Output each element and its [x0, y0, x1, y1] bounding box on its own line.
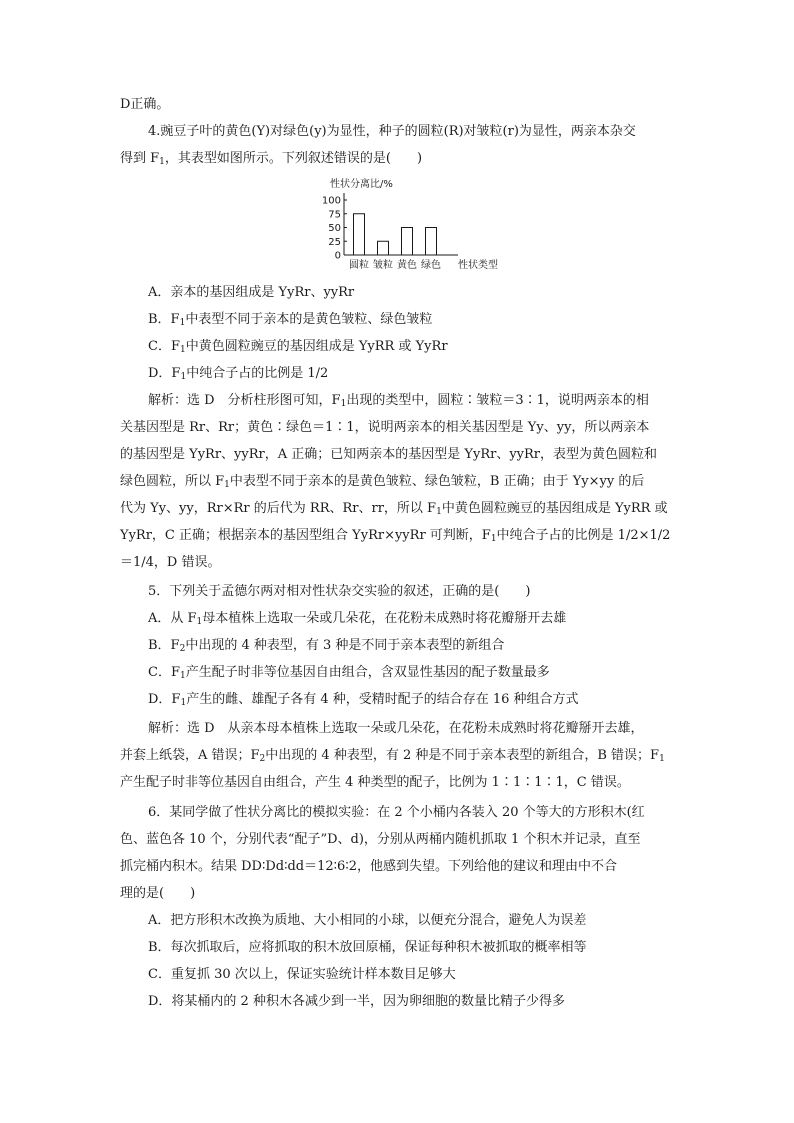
answer-4-line: ＝1/4，D 错误。 [120, 555, 221, 570]
option-a: A．把方形积木改换为质地、大小相同的小球，以便充分混合，避免人为误差 [148, 913, 587, 928]
y-tick-label: 100 [321, 195, 341, 207]
x-tick-label: 绿色 [421, 260, 441, 271]
text-line: D正确。 [120, 97, 170, 112]
x-tick-label: 皱粒 [373, 260, 393, 271]
x-tick-label: 圆粒 [349, 260, 369, 271]
question-6-stem-cont: 理的是( ) [120, 886, 196, 901]
option-b: B．$F_2$中出现的 4 种表型，有 3 种是不同于亲本表型的新组合 [148, 638, 505, 654]
bar [354, 214, 365, 255]
question-6-stem-cont: 色、蓝色各 10 个，分别代表“配子”D、d)，分别从两桶内随机抓取 1 个积木并记录，直至 [120, 832, 641, 847]
answer-5-line: 解析：选 D 从亲本母本植株上选取一朵或几朵花，在花粉未成熟时将花瓣掰开去雄， [148, 721, 644, 736]
answer-4-line: 解析：选 D 分析柱形图可知，$F_1$出现的类型中，圆粒∶皱粒＝3∶1，说明两亲本的相 [148, 393, 649, 409]
answer-4-line: YyRr，C 正确；根据亲本的基因型组合 YyRr×yyRr 可判断，$F_1$中纯合子占的比例是 1/2×1/2 [120, 528, 671, 544]
y-tick-label: 0 [334, 250, 341, 262]
answer-4-line: 关基因型是 Rr、Rr；黄色∶绿色＝1∶1，说明两亲本的相关基因型是 Yy、yy，所以两亲本 [120, 420, 650, 435]
question-4-stem: 4.豌豆子叶的黄色(Y)对绿色(y)为显性，种子的圆粒(R)对皱粒(r)为显性，两亲本杂交 [148, 124, 636, 139]
y-tick-label: 25 [328, 236, 341, 248]
bar [426, 228, 437, 256]
question-6-stem: 6．某同学做了性状分离比的模拟实验：在 2 个小桶内各装入 20 个等大的方形积木(红 [148, 805, 645, 820]
option-d: D．$F_1$中纯合子占的比例是 1/2 [148, 366, 329, 382]
answer-5-line: 产生配子时非等位基因自由组合，产生 4 种类型的配子，比例为 1∶1∶1∶1，C 错误。 [120, 775, 630, 790]
answer-4-line: 代为 Yy、yy，Rr×Rr 的后代为 RR、Rr、rr，所以 $F_1$中黄色圆粒豌豆的基因组成是 YyRR 或 [120, 501, 668, 517]
answer-4-line: 的基因型是 YyRr、yyRr，A 正确；已知两亲本的基因型是 YyRr、yyRr，表型为黄色圆粒和 [120, 447, 658, 462]
x-tick-label: 黄色 [397, 260, 417, 271]
option-c: C．重复抓 30 次以上，保证实验统计样本数目足够大 [148, 967, 456, 982]
option-d: D．$F_1$产生的雌、雄配子各有 4 种，受精时配子的结合存在 16 种组合方式 [148, 692, 579, 708]
bar [378, 241, 389, 255]
x-axis-label: 性状类型 [458, 260, 498, 271]
option-b: B．每次抓取后，应将抓取的积木放回原桶，保证每种积木被抓取的概率相等 [148, 940, 587, 955]
option-d: D．将某桶内的 2 种积木各减少到一半，因为卵细胞的数量比精子少得多 [148, 994, 565, 1009]
y-axis-label: 性状分离比/% [330, 179, 393, 190]
option-c: C．$F_1$中黄色圆粒豌豆的基因组成是 YyRR 或 YyRr [148, 339, 448, 355]
question-6-stem-cont: 抓完桶内积木。结果 DD∶Dd∶dd＝12∶6∶2，他感到失望。下列给他的建议和理由中不合 [120, 859, 617, 874]
y-tick-label: 50 [328, 223, 341, 234]
option-a: A．从 $F_1$母本植株上选取一朵或几朵花，在花粉未成熟时将花瓣掰开去雄 [148, 611, 567, 627]
option-c: C．$F_1$产生配子时非等位基因自由组合，含双显性基因的配子数量最多 [148, 665, 550, 681]
y-tick-label: 75 [328, 209, 341, 221]
answer-5-line: 并套上纸袋，A 错误；$F_2$中出现的 4 种表型，有 2 种是不同于亲本表型的新组合，B 错误；$F_1$ [120, 748, 665, 764]
bar [402, 228, 413, 256]
option-a: A．亲本的基因组成是 YyRr、yyRr [148, 285, 355, 300]
question-5-stem: 5．下列关于孟德尔两对相对性状杂交实验的叙述，正确的是( ) [148, 584, 531, 599]
question-4-stem-cont: 得到 $F_1$，其表型如图所示。下列叙述错误的是( ) [120, 151, 423, 167]
option-b: B．$F_1$中表型不同于亲本的是黄色皱粒、绿色皱粒 [148, 312, 433, 328]
answer-4-line: 绿色圆粒，所以 $F_1$中表型不同于亲本的是黄色皱粒、绿色皱粒，B 正确；由于 Yy×yy 的后 [120, 474, 645, 490]
bar-chart [321, 175, 510, 275]
